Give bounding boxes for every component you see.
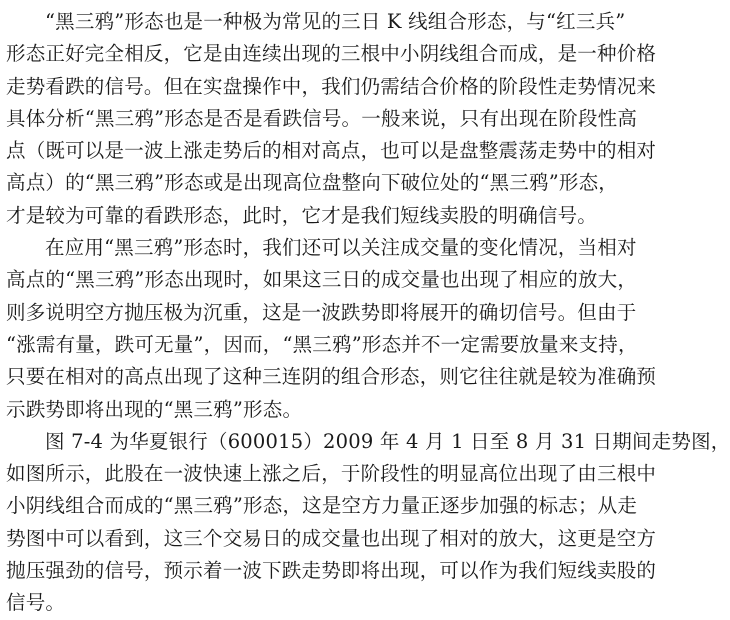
text-line: 在应用“黑三鸦”形态时，我们还可以关注成交量的变化情况，当相对 bbox=[45, 236, 637, 260]
text-line: 抛压强劲的信号，预示着一波下跌走势即将出现，可以作为我们短线卖股的 bbox=[6, 559, 657, 583]
text-line: 高点的“黑三鸦”形态出现时，如果这三日的成交量也出现了相应的放大， bbox=[6, 268, 638, 292]
text-line: 信号。 bbox=[6, 591, 66, 615]
paragraph-volume-analysis bbox=[6, 232, 657, 426]
text-line: 高点）的“黑三鸦”形态或是出现高位盘整向下破位处的“黑三鸦”形态， bbox=[6, 171, 618, 195]
text-line: 小阴线组合而成的“黑三鸦”形态，这是空方力量正逐步加强的标志；从走 bbox=[6, 494, 638, 518]
text-line: 具体分析“黑三鸦”形态是否是看跌信号。一般来说，只有出现在阶段性高 bbox=[6, 106, 638, 130]
text-line: 示跌势即将出现的“黑三鸦”形态。 bbox=[6, 397, 303, 421]
text-line: 只要在相对的高点出现了这种三连阴的组合形态，则它往往就是较为准确预 bbox=[6, 365, 657, 389]
text-line: “涨需有量，跌可无量”，因而，“黑三鸦”形态并不一定需要放量来支持， bbox=[6, 332, 638, 356]
text-line: 走势看跌的信号。但在实盘操作中，我们仍需结合价格的阶段性走势情况来 bbox=[6, 74, 657, 98]
paragraph-black-crows-definition bbox=[6, 6, 657, 232]
text-line: 势图中可以看到，这三个交易日的成交量也出现了相对的放大，这更是空方 bbox=[6, 526, 657, 550]
text-line: 点（既可以是一波上涨走势后的相对高点，也可以是盘整震荡走势中的相对 bbox=[6, 139, 657, 163]
text-line: 形态正好完全相反，它是由连续出现的三根中小阴线组合而成，是一种价格 bbox=[6, 42, 657, 66]
text-line: “黑三鸦”形态也是一种极为常见的三日 K 线组合形态，与“红三兵” bbox=[45, 10, 626, 33]
text-line: 图 7-4 为华夏银行（600015）2009 年 4 月 1 日至 8 月 31 日期间走势图， bbox=[45, 429, 730, 453]
text-line: 则多说明空方抛压极为沉重，这是一波跌势即将展开的确切信号。但由于 bbox=[6, 300, 637, 324]
text-line: 才是较为可靠的看跌形态，此时，它才是我们短线卖股的明确信号。 bbox=[6, 203, 598, 227]
text-line: 如图所示，此股在一波快速上涨之后，于阶段性的明显高位出现了由三根中 bbox=[6, 462, 657, 486]
paragraph-figure-example bbox=[6, 426, 730, 620]
